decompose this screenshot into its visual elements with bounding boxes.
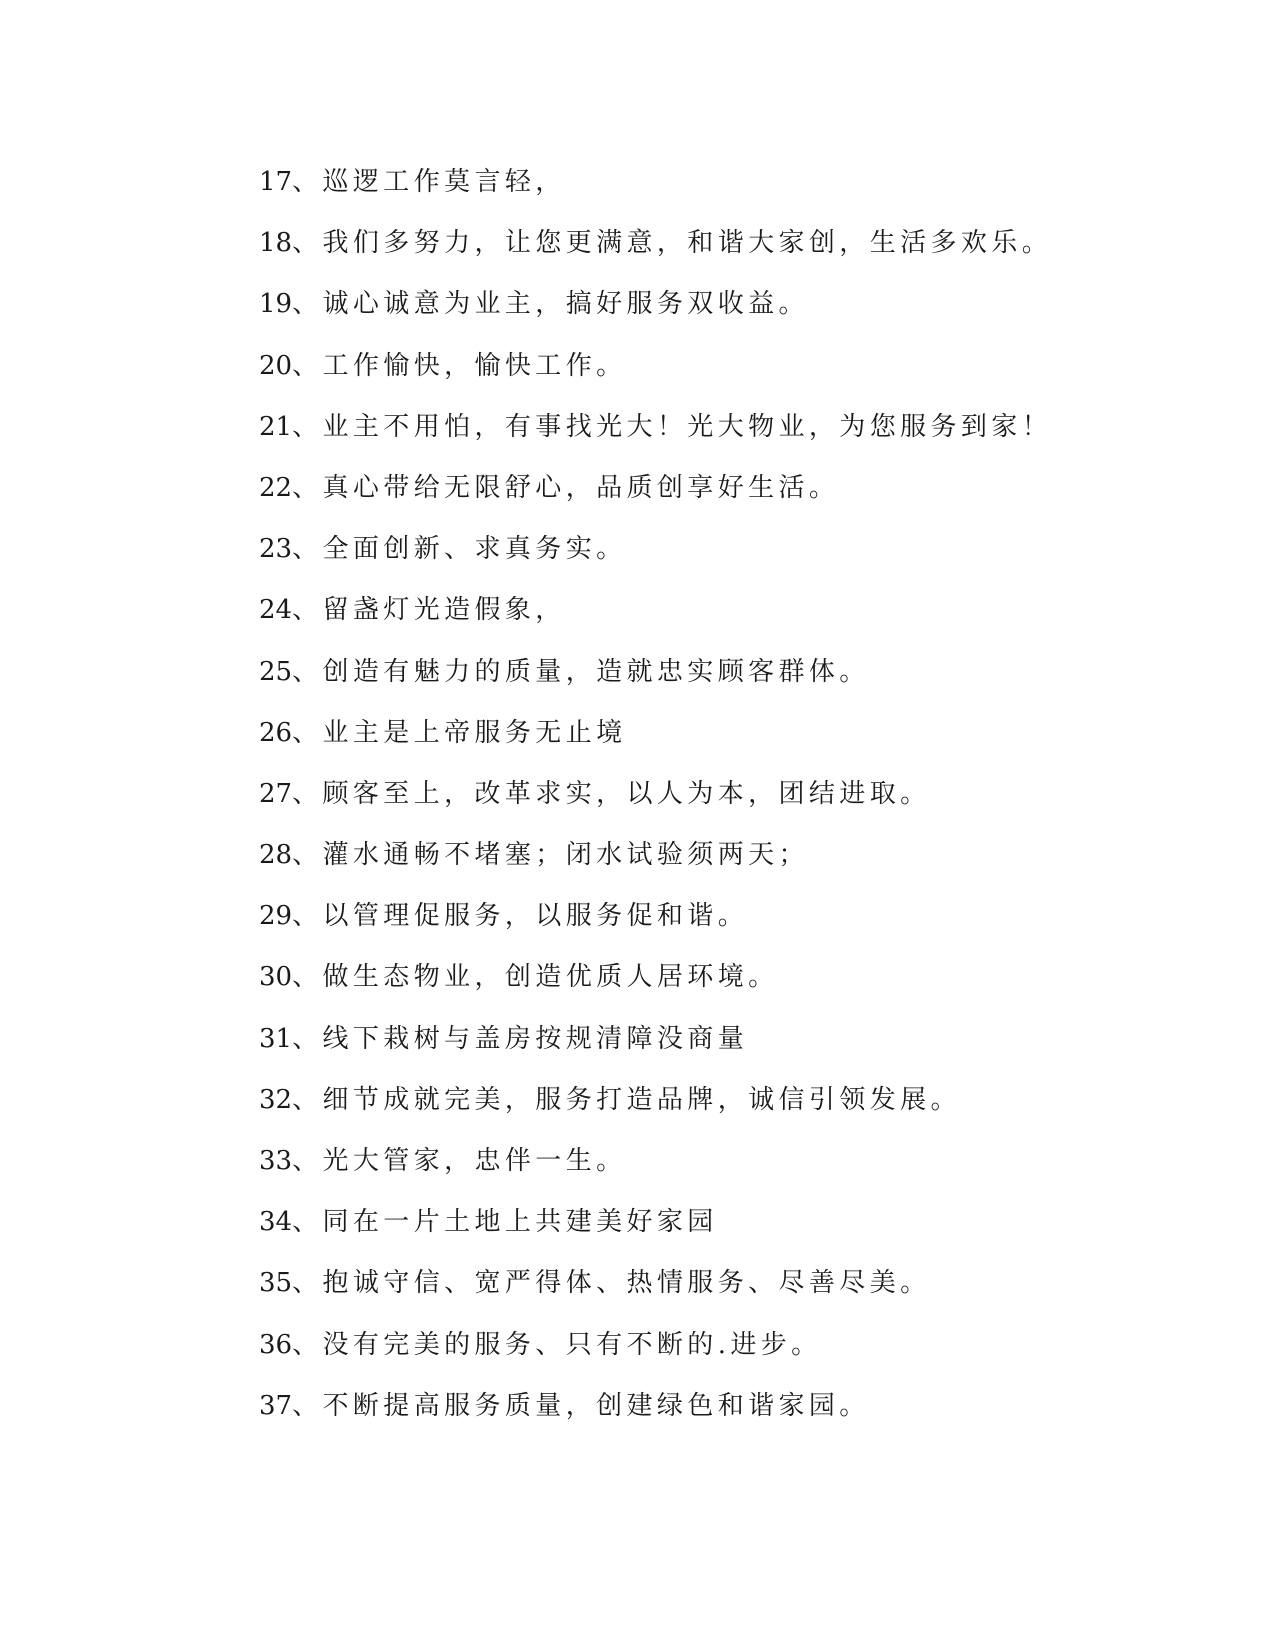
list-item — [259, 713, 1219, 774]
item-number: 23 — [259, 534, 293, 565]
item-text: 、全面创新、求真务实。 — [292, 534, 627, 565]
list-item — [259, 1141, 1219, 1202]
list-item — [259, 1263, 1219, 1324]
item-number: 20 — [259, 350, 293, 381]
list-item — [259, 407, 1219, 468]
item-number: 22 — [259, 472, 293, 503]
list-item — [259, 529, 1219, 590]
list-item — [259, 774, 1219, 835]
item-number: 24 — [259, 595, 293, 626]
list-item — [259, 1019, 1219, 1080]
item-text: 、顾客至上，改革求实，以人为本，团结进取。 — [292, 778, 931, 809]
list-item — [259, 835, 1219, 896]
list-item — [259, 1080, 1219, 1141]
item-text: 、同在一片土地上共建美好家园 — [292, 1207, 718, 1238]
list-item — [259, 162, 1219, 223]
item-text: 、线下栽树与盖房按规清障没商量 — [292, 1023, 749, 1054]
list-item — [259, 957, 1219, 1018]
item-number: 32 — [259, 1084, 293, 1115]
item-text: 、我们多努力，让您更满意，和谐大家创，生活多欢乐。 — [292, 228, 1053, 259]
item-number: 28 — [259, 840, 293, 871]
item-number: 30 — [259, 962, 293, 993]
list-item — [259, 896, 1219, 957]
item-text: 、抱诚守信、宽严得体、热情服务、尽善尽美。 — [292, 1268, 931, 1299]
list-item — [259, 1386, 1219, 1447]
list-item — [259, 1325, 1219, 1386]
item-number: 35 — [259, 1268, 293, 1299]
item-text: 、真心带给无限舒心，品质创享好生活。 — [292, 472, 840, 503]
list-item — [259, 1202, 1219, 1263]
list-item — [259, 284, 1219, 345]
item-number: 31 — [259, 1023, 293, 1054]
item-text: 、做生态物业，创造优质人居环境。 — [292, 962, 779, 993]
list-item — [259, 468, 1219, 529]
list-item — [259, 590, 1219, 651]
item-text: 、以管理促服务，以服务促和谐。 — [292, 901, 749, 932]
item-number: 34 — [259, 1207, 293, 1238]
item-text: 、业主不用怕，有事找光大！光大物业，为您服务到家！ — [292, 411, 1053, 442]
item-text: 、光大管家，忠伴一生。 — [292, 1146, 627, 1176]
list-item — [259, 223, 1219, 284]
item-number: 27 — [259, 778, 293, 809]
item-text: 、业主是上帝服务无止境 — [292, 717, 627, 748]
item-text: 、细节成就完美，服务打造品牌，诚信引领发展。 — [292, 1084, 961, 1115]
item-number: 19 — [259, 289, 293, 320]
item-number: 36 — [259, 1329, 293, 1360]
item-number: 26 — [259, 717, 293, 748]
item-text: 、创造有魅力的质量，造就忠实顾客群体。 — [292, 656, 870, 687]
item-number: 29 — [259, 901, 293, 932]
item-number: 21 — [259, 411, 293, 442]
item-number: 37 — [259, 1390, 293, 1421]
item-text: 、留盏灯光造假象， — [292, 595, 566, 626]
slogan-list — [259, 162, 1219, 1447]
item-text: 、巡逻工作莫言轻， — [292, 167, 566, 197]
item-text: 、诚心诚意为业主，搞好服务双收益。 — [292, 289, 809, 320]
item-number: 18 — [259, 228, 293, 259]
item-number: 17 — [259, 167, 293, 197]
list-item — [259, 652, 1219, 713]
item-text: 、灌水通畅不堵塞；闭水试验须两天； — [292, 840, 809, 871]
item-text: 、没有完美的服务、只有不断的.进步。 — [292, 1329, 822, 1360]
list-item — [259, 346, 1219, 407]
item-text: 、工作愉快，愉快工作。 — [292, 350, 627, 381]
item-number: 33 — [259, 1146, 293, 1176]
item-number: 25 — [259, 656, 293, 687]
item-text: 、不断提高服务质量，创建绿色和谐家园。 — [292, 1390, 870, 1421]
